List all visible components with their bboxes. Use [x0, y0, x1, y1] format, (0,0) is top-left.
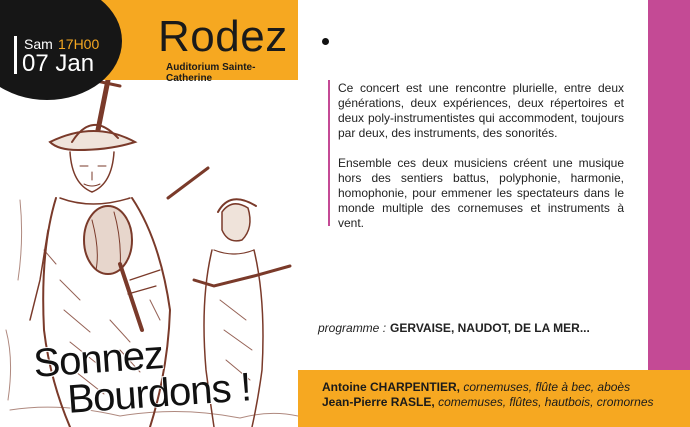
- title-line-2: Bourdons !: [66, 365, 253, 422]
- programme-value: GERVAISE, NAUDOT, DE LA MER...: [390, 321, 590, 335]
- title-line-1: Sonnez: [32, 332, 165, 386]
- musicians-band: [298, 370, 690, 427]
- date-date: 07 Jan: [22, 50, 95, 77]
- musician-instruments: cornemuses, flûte à bec, aboès: [463, 380, 631, 394]
- musician-name: Jean-Pierre RASLE,: [322, 395, 435, 409]
- date-time: 17H00: [58, 36, 100, 52]
- city-name: Rodez: [158, 12, 288, 61]
- bullet-dot-icon: [322, 38, 329, 45]
- description-paragraph-1: Ce concert est une rencontre plurielle, entre deux générations, deux expériences, deux répertoires et deux poly-instrumentistes qui accommodent, toujours par deux, des instruments, des sonorités.: [338, 81, 624, 140]
- programme-line: [318, 321, 590, 335]
- musician-row: [322, 380, 630, 394]
- venue-name: Auditorium Sainte-Catherine: [166, 62, 256, 84]
- musician-name: Antoine CHARPENTIER,: [322, 380, 460, 394]
- musician-instruments: comemuses, flûtes, hautbois, cromornes: [438, 395, 654, 409]
- description: [338, 81, 624, 246]
- accent-bar: [328, 80, 330, 226]
- programme-label: programme :: [318, 321, 387, 335]
- musician-row: [322, 395, 654, 409]
- date-divider: [14, 36, 17, 74]
- date-day: Sam: [24, 36, 53, 52]
- description-paragraph-2: Ensemble ces deux musiciens créent une musique hors des sentiers battus, polyphonie, harmonie, homophonie, pour emmener les spectateurs dans le monde multiple des cornemuses et instruments à vent.: [338, 156, 624, 230]
- side-stripe: [648, 0, 690, 370]
